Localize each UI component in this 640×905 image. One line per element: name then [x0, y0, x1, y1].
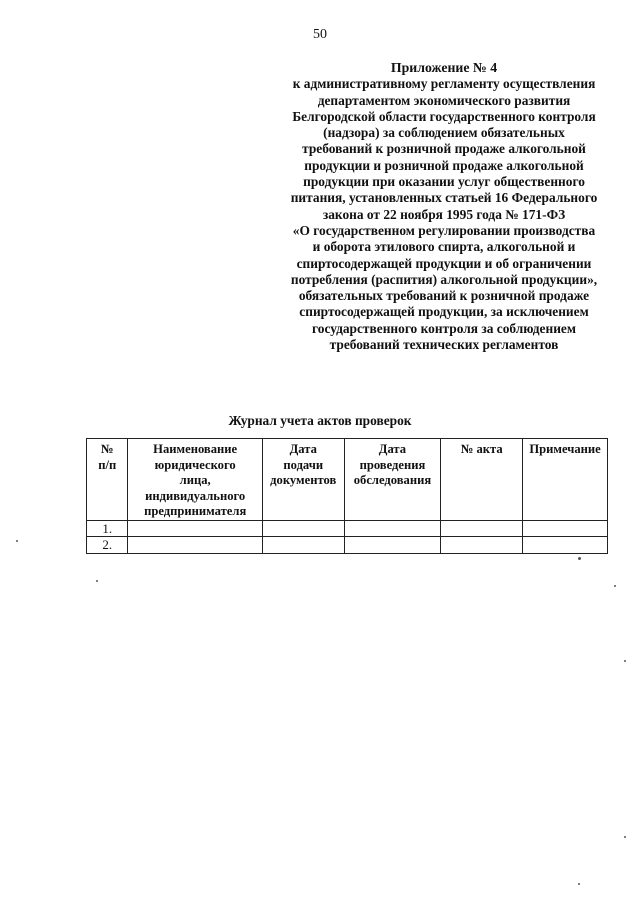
header-number: [87, 439, 128, 521]
scan-speck: [578, 883, 580, 885]
appendix-line: продукции и розничной продаже алкогольной: [304, 157, 584, 173]
appendix-line: питания, установленных статьей 16 Федерального: [290, 190, 598, 206]
header-line: №: [100, 442, 114, 456]
appendix-line: требований технических регламентов: [329, 337, 559, 353]
appendix-line: спиртосодержащей продукции и об ограничении: [296, 255, 592, 271]
header-line: Примечание: [529, 442, 601, 456]
appendix-line: государственного контроля за соблюдением: [312, 320, 576, 336]
appendix-title: Приложение № 4: [390, 60, 498, 75]
table-row: [87, 537, 608, 554]
scan-speck: [96, 580, 98, 582]
journal-table: [86, 438, 608, 554]
appendix-line: продукции при оказании услуг общественного: [303, 174, 585, 190]
header-note: [523, 439, 608, 521]
table-row: [87, 520, 608, 537]
header-line: юридического: [154, 457, 236, 472]
scan-speck: [614, 585, 616, 587]
table-cell: 1.: [87, 520, 128, 537]
appendix-line: к административному регламенту осуществления: [292, 76, 596, 92]
header-line: подачи: [283, 457, 324, 472]
header-line: лица,: [179, 473, 211, 487]
page-number: 50: [313, 27, 327, 42]
journal-title: Журнал учета актов проверок: [228, 413, 412, 428]
header-act-number: [441, 439, 523, 521]
scan-speck: [578, 557, 581, 560]
scan-speck: [624, 660, 626, 662]
header-line: Дата: [289, 442, 317, 456]
table-cell: [344, 520, 441, 537]
header-line: проведения: [359, 457, 426, 472]
appendix-line: закона от 22 ноября 1995 года № 171-ФЗ: [322, 206, 566, 222]
table-cell: [523, 520, 608, 537]
table-cell: 2.: [87, 537, 128, 554]
table-cell: [262, 537, 344, 554]
header-line: Наименование: [153, 442, 238, 456]
appendix-line: обязательных требований к розничной продаже: [298, 288, 590, 304]
table-cell: [262, 520, 344, 537]
header-line: Дата: [378, 442, 407, 456]
table-cell: [441, 520, 523, 537]
table-cell: [523, 537, 608, 554]
scan-speck: [16, 540, 18, 542]
appendix-line: департаментом экономического развития: [317, 92, 571, 108]
appendix-line: и оборота этилового спирта, алкогольной и: [312, 239, 576, 255]
appendix-line: требований к розничной продаже алкогольной: [302, 141, 586, 157]
table-cell: [344, 537, 441, 554]
header-line: документов: [270, 473, 337, 487]
appendix-line: Белгородской области государственного контроля: [292, 108, 596, 124]
header-inspection-date: [344, 439, 441, 521]
header-line: обследования: [353, 473, 432, 487]
appendix-line: потребления (распития) алкогольной продукции»,: [290, 271, 598, 287]
header-entity-name: [128, 439, 262, 521]
header-line: п/п: [98, 457, 117, 472]
table-cell: [128, 537, 262, 554]
table-cell: [441, 537, 523, 554]
appendix-line: спиртосодержащей продукции, за исключением: [299, 304, 589, 320]
table-header-row: [87, 439, 608, 521]
header-line: № акта: [460, 442, 503, 456]
header-submission-date: [262, 439, 344, 521]
appendix-heading: [268, 60, 620, 353]
appendix-line: «О государственном регулировании производства: [292, 222, 596, 238]
header-line: предпринимателя: [144, 504, 247, 518]
appendix-line: (надзора) за соблюдением обязательных: [323, 125, 565, 141]
scan-speck: [624, 836, 626, 838]
table-cell: [128, 520, 262, 537]
header-line: индивидуального: [145, 488, 246, 503]
